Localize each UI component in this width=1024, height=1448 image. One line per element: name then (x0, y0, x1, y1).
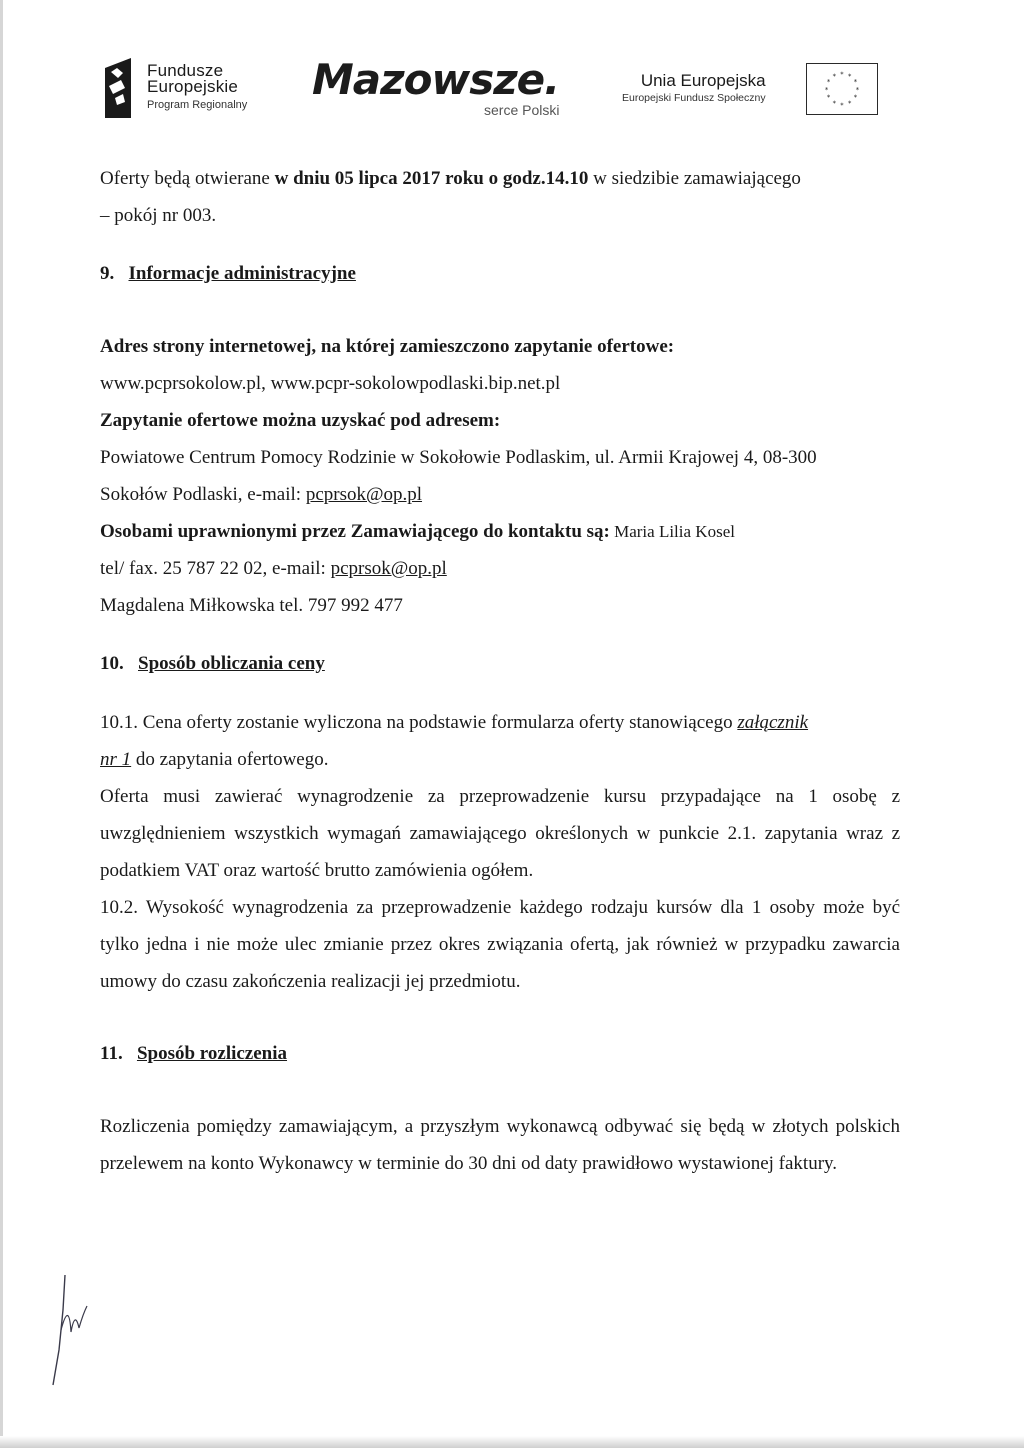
unia-europejska-label (622, 72, 766, 106)
document-body (100, 160, 900, 1182)
svg-text:*: * (826, 78, 831, 87)
section-9-title: Informacje administracyjne (128, 263, 356, 284)
contact-1-name: Maria Lilia Kosel (609, 522, 735, 541)
mazowsze-logo: Mazowsze. (312, 55, 560, 104)
svg-text:*: * (848, 99, 852, 108)
svg-text:*: * (840, 70, 844, 79)
opening-room: – pokój nr 003. (100, 205, 217, 226)
mazowsze-tagline: serce Polski (484, 102, 560, 118)
svg-text:*: * (840, 101, 844, 110)
svg-text:*: * (832, 99, 836, 108)
section-10-1-text-end: do zapytania ofertowego. (131, 749, 329, 770)
svg-text:*: * (853, 93, 858, 102)
svg-text:*: * (832, 72, 836, 81)
scan-edge-left (0, 0, 3, 1448)
svg-text:*: * (853, 78, 858, 87)
contact-1-phone: tel/ fax. 25 787 22 02, e-mail: (100, 558, 331, 579)
opening-paragraph (100, 160, 900, 234)
address-line-2: Sokołów Podlaski, e-mail: (100, 484, 306, 505)
section-9-number: 9. (100, 263, 115, 284)
section-11-heading (100, 1036, 900, 1072)
document-header (0, 0, 1024, 140)
fe-line-2: Europejskie (147, 77, 239, 96)
attachment-link-part-1[interactable]: załącznik (737, 712, 809, 733)
contact-heading: Osobami uprawnionymi przez Zamawiającego do kontaktu są: (100, 521, 610, 542)
contact-paragraph (100, 513, 900, 624)
address-line-1: Powiatowe Centrum Pomocy Rodzinie w Sokołowie Podlaskim, ul. Armii Krajowej 4, 08-300 (100, 447, 817, 468)
section-10-1-paragraph (100, 704, 900, 778)
section-9-heading (100, 256, 900, 292)
email-link[interactable]: pcprsok@op.pl (305, 484, 423, 505)
ue-line-2: Europejski Fundusz Społeczny (622, 92, 766, 104)
svg-text:*: * (848, 72, 852, 81)
section-10-number: 10. (100, 653, 124, 674)
section-11-paragraph: Rozliczenia pomiędzy zamawiającym, a przyszłym wykonawcą odbywać się będą w złotych polskich przelewem na konto Wykonawcy w terminie do 30 dni od daty prawidłowo wystawionej faktury. (100, 1116, 900, 1174)
section-10-2-paragraph: 10.2. Wysokość wynagrodzenia za przeprowadzenie każdego rodzaju kursów dla 1 osoby może być tylko jedna i nie może ulec zmianie przez okres związania ofertą, jak również w przypadku zawarcia umowy do czasu zakończenia realizacji jej przedmiotu. (100, 897, 900, 992)
website-heading: Adres strony internetowej, na której zamieszczono zapytanie ofertowe: (100, 336, 675, 357)
address-heading: Zapytanie ofertowe można uzyskać pod adresem: (100, 410, 501, 431)
contact-2: Magdalena Miłkowska tel. 797 992 477 (100, 595, 403, 616)
opening-text-1: Oferty będą otwierane (100, 168, 275, 189)
fundusze-europejskie-icon (105, 58, 133, 118)
contact-1-email-link[interactable]: pcprsok@op.pl (330, 558, 447, 579)
section-10-heading (100, 646, 900, 682)
scan-edge-bottom (0, 1436, 1024, 1448)
opening-text-3: w siedzibie zamawiającego (588, 168, 801, 189)
svg-text:*: * (855, 85, 860, 94)
fe-line-1: Fundusze (147, 61, 224, 80)
section-11-number: 11. (100, 1043, 123, 1064)
fundusze-europejskie-label (147, 63, 247, 113)
handwritten-signature (35, 1270, 95, 1390)
website-urls: www.pcprsokolow.pl, www.pcpr-sokolowpodlaski.bip.net.pl (100, 373, 561, 394)
eu-flag-icon (806, 63, 878, 115)
section-10-offer-paragraph: Oferta musi zawierać wynagrodzenie za przeprowadzenie kursu przypadające na 1 osobę z uwzględnieniem wszystkich wymagań zamawiającego określonych w punkcie 2.1. zapytania wraz z podatkiem VAT oraz wartość brutto zamówienia ogółem. (100, 786, 900, 881)
section-10-1-text: 10.1. Cena oferty zostanie wyliczona na podstawie formularza oferty stanowiącego (100, 712, 738, 733)
opening-date: w dniu 05 lipca 2017 roku o godz.14.10 (274, 168, 589, 189)
attachment-link-part-2[interactable]: nr 1 (100, 749, 132, 770)
section-10-title: Sposób obliczania ceny (138, 653, 325, 674)
address-paragraph (100, 439, 900, 513)
svg-text:*: * (826, 93, 831, 102)
ue-line-1: Unia Europejska (640, 71, 766, 90)
svg-text:*: * (824, 85, 829, 94)
section-11-title: Sposób rozliczenia (136, 1043, 288, 1064)
fe-line-3: Program Regionalny (147, 99, 248, 111)
